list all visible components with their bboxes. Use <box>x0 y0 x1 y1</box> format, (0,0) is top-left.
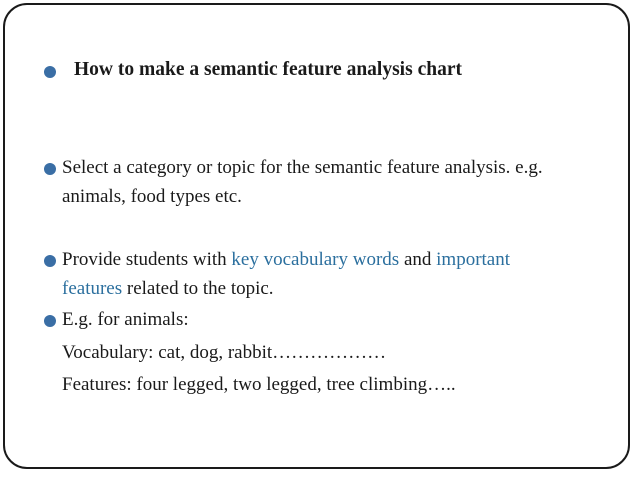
bullet-3-text: E.g. for animals: <box>62 309 189 330</box>
bullet-dot-icon <box>44 163 56 175</box>
bullet-dot-icon <box>44 255 56 267</box>
bullet-dot-icon <box>44 66 56 78</box>
key-vocabulary-words-highlight: key vocabulary words <box>231 249 400 270</box>
bullet-2-text: and <box>399 249 437 270</box>
bullet-2-text: related to the topic. <box>122 278 274 299</box>
important-highlight: important <box>436 249 511 270</box>
slide-heading: How to make a semantic feature analysis chart <box>74 59 462 80</box>
bullet-dot-icon <box>44 315 56 327</box>
bullet-1-line-1: Select a category or topic for the semantic feature analysis. e.g. <box>62 157 543 178</box>
features-line: Features: four legged, two legged, tree climbing….. <box>62 374 456 395</box>
bullet-2-text: Provide students with <box>62 249 232 270</box>
features-highlight: features <box>62 278 123 299</box>
vocabulary-line: Vocabulary: cat, dog, rabbit……………… <box>62 342 387 363</box>
bullet-2-line-2 <box>62 278 274 300</box>
bullet-2-line-1 <box>62 249 510 271</box>
bullet-1-line-2: animals, food types etc. <box>62 186 242 207</box>
